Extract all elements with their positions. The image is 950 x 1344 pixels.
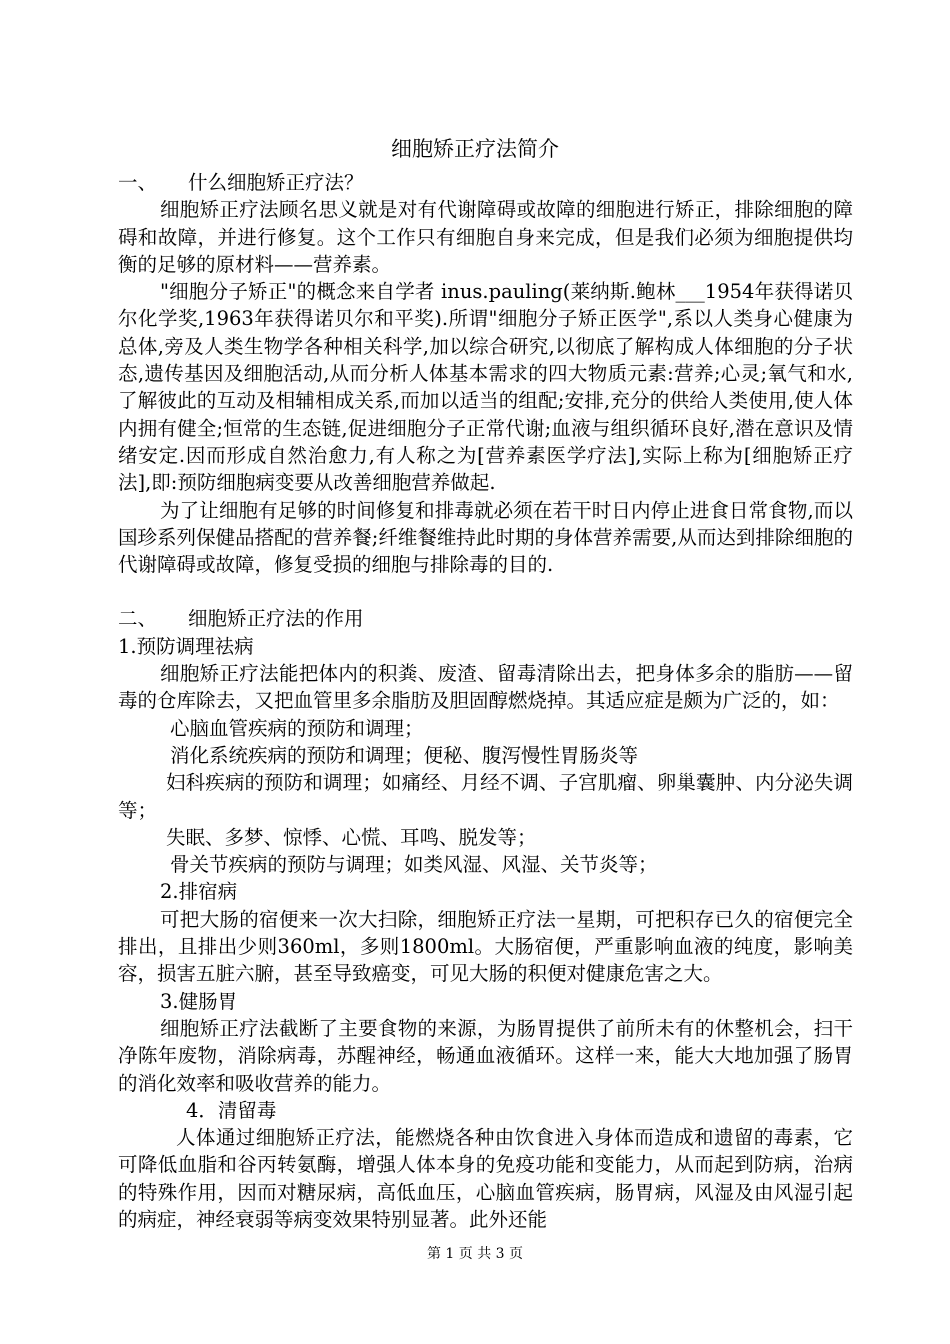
list-item: 失眠、多梦、惊悸、心慌、耳鸣、脱发等； bbox=[166, 825, 537, 849]
subsection1-paragraph: 细胞矫正疗法能把体内的积粪、废渣、留毒清除出去，把身体多余的脂肪——留毒的仓库除去，又把血管里多余脂肪及胆固醇燃烧掉。其适应症是颇为广泛的，如： bbox=[118, 662, 853, 713]
subsection2-paragraph: 可把大肠的宿便来一次大扫除，细胞矫正疗法一星期，可把积存已久的宿便完全排出，且排出少则360ml，多则1800ml。大肠宿便，严重影响血液的纯度，影响美容，损害五脏六腑，甚至导致癌变，可见大肠的积便对健康危害之大。 bbox=[118, 907, 853, 986]
page-footer: 第 1 页 共 3 页 bbox=[426, 1246, 524, 1262]
section1-heading: 一、 什么细胞矫正疗法？ bbox=[118, 171, 364, 194]
section2-heading: 二、 细胞矫正疗法的作用 bbox=[118, 607, 364, 631]
section1-paragraph-3: 为了让细胞有足够的时间修复和排毒就必须在若干时日内停止进食日常食物,而以国珍系列保健品搭配的营养餐;纤维餐维持此时期的身体营养需要,从而达到排除细胞的代谢障碍或故障，修复受损的细胞与排除毒的目的. bbox=[118, 498, 853, 577]
blank-line bbox=[118, 578, 853, 605]
list-item: 心脑血管疾病的预防和调理； bbox=[170, 716, 424, 740]
document-title: 细胞矫正疗法简介 bbox=[391, 137, 559, 161]
list-item: 消化系统疾病的预防和调理；便秘、腹泻慢性胃肠炎等 bbox=[170, 743, 639, 767]
subsection3-label: 3.健肠胃 bbox=[160, 989, 238, 1013]
subsection4-paragraph: 人体通过细胞矫正疗法，能燃烧各种由饮食进入身体而造成和遗留的毒素，它可降低血脂和谷丙转氨酶，增强人体本身的免疫功能和变能力，从而起到防病，治病的特殊作用，因而对糖尿病，高低血压，心脑血管疾病，肠胃病，风湿及由风湿引起的病症，神经衰弱等病变效果特别显著。此外还能 bbox=[118, 1126, 853, 1231]
document-body bbox=[118, 169, 853, 1233]
list-item: 骨关节疾病的预防与调理；如类风湿、风湿、关节炎等； bbox=[170, 853, 658, 877]
subsection1-label: 1.预防调理祛病 bbox=[118, 634, 254, 658]
section1-paragraph-2: "细胞分子矫正"的概念来自学者 inus.pauling(莱纳斯.鲍林___1954年获得诺贝尔化学奖,1963年获得诺贝尔和平奖).所谓"细胞分子矫正医学",系以人类身心健康为总体,旁及人类生物学各种相关科学,加以综合研究,以彻底了解构成人体细胞的分子状态,遗传基因及细胞活动,从而分析人体基本需求的四大物质元素:营养;心灵;氧气和水,了解彼此的互动及相辅相成关系,而加以适当的组配;安排,充分的供给人类使用,使人体内拥有健全;恒常的生态链,促进细胞分子正常代谢;血液与组织循环良好,潜在意识及情绪安定.因而形成自然治愈力,有人称之为[营养素医学疗法],实际上称为[细胞矫正疗法],即:预防细胞病变要从改善细胞营养做起. bbox=[118, 280, 853, 495]
subsection2-label: 2.排宿病 bbox=[160, 880, 238, 904]
subsection3-paragraph: 细胞矫正疗法截断了主要食物的来源，为肠胃提供了前所未有的休整机会，扫干净陈年废物，消除病毒，苏醒神经，畅通血液循环。这样一来，能大大地加强了肠胃的消化效率和吸收营养的能力。 bbox=[118, 1016, 853, 1095]
list-item: 妇科疾病的预防和调理；如痛经、月经不调、子宫肌瘤、卵巢囊肿、内分泌失调等； bbox=[118, 771, 853, 822]
subsection4-label: 4．清留毒 bbox=[186, 1098, 277, 1122]
section1-paragraph-1: 细胞矫正疗法顾名思义就是对有代谢障碍或故障的细胞进行矫正，排除细胞的障碍和故障，并进行修复。这个工作只有细胞自身来完成，但是我们必须为细胞提供均衡的足够的原材料——营养素。 bbox=[118, 198, 853, 276]
